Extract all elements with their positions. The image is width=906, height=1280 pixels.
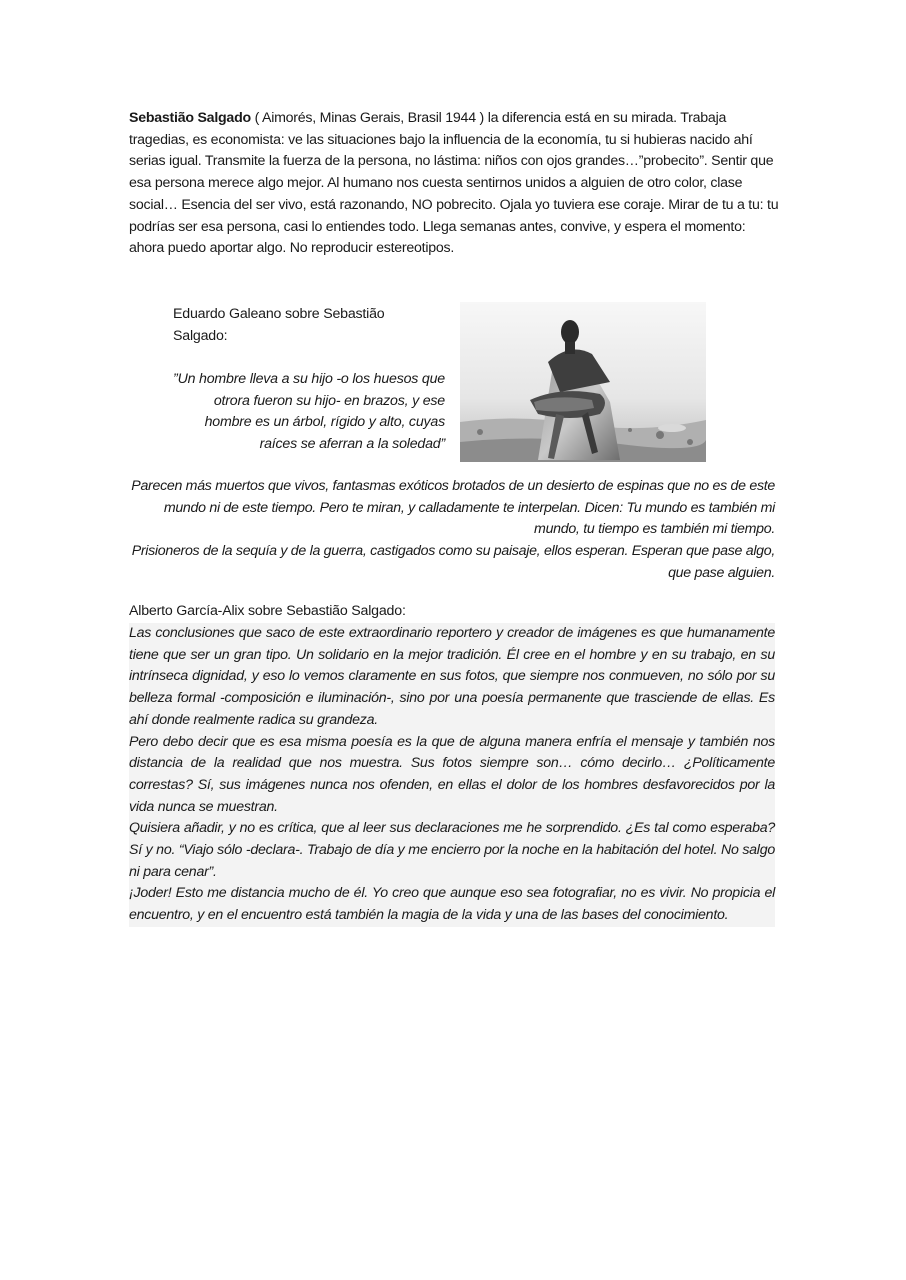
galeano-heading: Eduardo Galeano sobre Sebastião Salgado: [173, 306, 385, 344]
intro-text: ( Aimorés, Minas Gerais, Brasil 1944 ) la diferencia está en su mirada. Trabaja tragedias, es economista: ve las situaciones bajo la influencia de la economía, tu si hubieras nacido ahí serias igual. Transmite la fuerza de la persona, no lástima: niños con ojos grandes…”probecito”. Sentir que esa persona merece algo mejor. Al humano nos cuesta sentirnos unidos a alguien de otro color, clase social… Esencia del ser vivo, está razonando, NO pobrecito. Ojala yo tuviera ese coraje. Mirar de tu a tu: tu podrías ser esa persona, casi lo entiendes todo. Llega semanas antes, convive, y espera el momento: ahora puedo aportar algo. No reproducir estereotipos. [129, 110, 779, 257]
garcia-quote-block [129, 623, 775, 927]
photograph-image [460, 302, 706, 462]
galeano-commentary-2: Prisioneros de la sequía y de la guerra, castigados como su paisaje, ellos esperan. Esperan que pase algo, que pase alguien. [131, 543, 775, 581]
galeano-commentary [129, 476, 775, 585]
salgado-photograph [460, 302, 706, 462]
garcia-paragraph-4: ¡Joder! Esto me distancia mucho de él. Yo creo que aunque eso sea fotografiar, no es vivir. No propicia el encuentro, y en el encuentro está también la magia de la vida y una de las bases del conocimiento. [129, 885, 775, 924]
intro-paragraph [129, 108, 779, 260]
galeano-quote-text: ”Un hombre lleva a su hijo -o los huesos que otrora fueron su hijo- en brazos, y ese hombre es un árbol, rígido y alto, cuyas raíces se aferran a la soledad” [173, 371, 445, 453]
garcia-paragraph-1: Las conclusiones que saco de este extraordinario reportero y creador de imágenes es que humanamente tiene que ser un gran tipo. Un solidario en la mejor tradición. Él cree en el hombre y en su trabajo, en su intrínseca dignidad, y eso lo vemos claramente en sus fotos, que siempre nos conmueven, no sólo por su belleza formal -composición e iluminación-, sino por una poesía permanente que trasciende de ellas. Es ahí donde realmente radica su grandeza. [129, 625, 775, 728]
garcia-heading: Alberto García-Alix sobre Sebastião Salgado: [129, 603, 406, 619]
garcia-paragraph-2: Pero debo decir que es esa misma poesía es la que de alguna manera enfría el mensaje y también nos distancia de la realidad que nos muestra. Sus fotos siempre son… cómo decirlo… ¿Políticamente correstas? Sí, sus imágenes nunca nos ofenden, en ellas el dolor de los hombres desfavorecidos por la vida nunca se muestran. [129, 733, 775, 815]
garcia-paragraph-3: Quisiera añadir, y no es crítica, que al leer sus declaraciones me he sorprendido. ¿Es tal como esperaba? Sí y no. “Viajo sólo -declara-. Trabajo de día y me encierro por la noche en la habitación del hotel. No salgo ni para cenar”. [129, 820, 775, 880]
subject-name: Sebastião Salgado [129, 110, 251, 126]
galeano-quote [165, 369, 445, 456]
galeano-commentary-1: Parecen más muertos que vivos, fantasmas exóticos brotados de un desierto de espinas que no es de este mundo ni de este tiempo. Pero te miran, y calladamente te interpelan. Dicen: Tu mundo es también mi mundo, tu tiempo es también mi tiempo. [131, 478, 775, 538]
